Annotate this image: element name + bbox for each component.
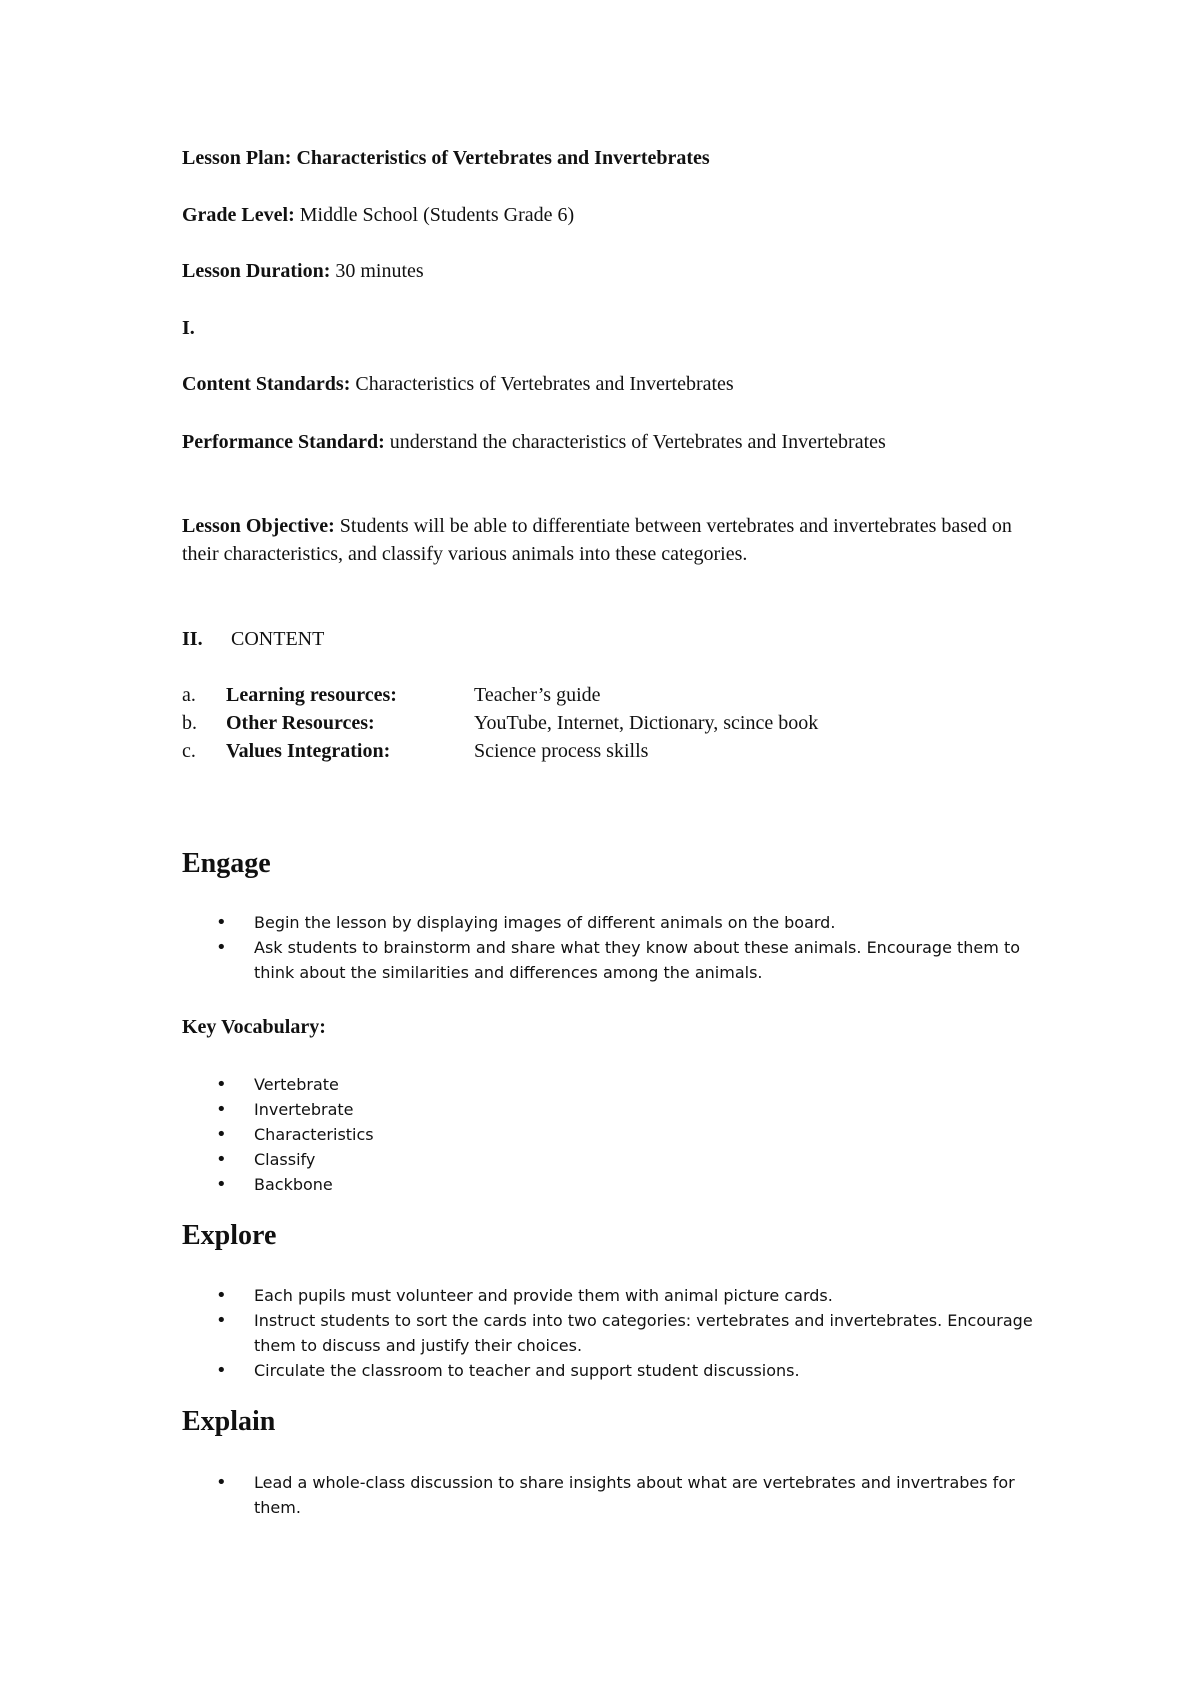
section-two-title: CONTENT	[231, 628, 325, 650]
content-standards-label: Content Standards:	[182, 373, 351, 395]
section-two-heading	[182, 628, 324, 651]
explain-list	[216, 1470, 1036, 1520]
section-two-numeral: II.	[182, 628, 203, 650]
resource-row: a. Learning resources: Teacher’s guide	[182, 684, 601, 706]
performance-standard-value: understand the characteristics of Vertebrates and Invertebrates	[389, 431, 886, 453]
lesson-title	[182, 147, 710, 170]
grade-level	[182, 204, 574, 227]
list-item: • Lead a whole-class discussion to share insights about what are vertebrates and invertrabes for them.	[216, 1470, 1036, 1520]
list-item: • Characteristics	[216, 1122, 1036, 1147]
engage-list	[216, 910, 1036, 985]
list-item: • Invertebrate	[216, 1097, 1036, 1122]
list-item: • Backbone	[216, 1172, 1036, 1197]
lesson-title-text: Characteristics of Vertebrates and Invertebrates	[296, 147, 710, 169]
resource-row: b. Other Resources: YouTube, Internet, Dictionary, scince book	[182, 712, 819, 734]
duration-label: Lesson Duration:	[182, 260, 331, 282]
engage-heading: Engage	[182, 848, 271, 879]
list-item: • Vertebrate	[216, 1072, 1036, 1097]
list-item: • Each pupils must volunteer and provide them with animal picture cards.	[216, 1283, 1036, 1308]
list-item: • Instruct students to sort the cards into two categories: vertebrates and invertebrates. Encourage them to discuss and justify their choices.	[216, 1308, 1036, 1358]
key-vocabulary-heading: Key Vocabulary:	[182, 1016, 326, 1038]
performance-standard	[182, 428, 1042, 456]
list-item: • Circulate the classroom to teacher and support student discussions.	[216, 1358, 1036, 1383]
duration-value: 30 minutes	[335, 260, 424, 282]
performance-standard-label: Performance Standard:	[182, 431, 385, 453]
explain-heading: Explain	[182, 1406, 276, 1437]
lesson-objective-value: Students will be able to differentiate between vertebrates and invertebrates based on their characteristics, and classify various animals into these categories.	[182, 515, 1012, 565]
lesson-duration	[182, 260, 424, 283]
grade-level-value: Middle School (Students Grade 6)	[299, 204, 575, 226]
lesson-title-label: Lesson Plan:	[182, 147, 292, 169]
resource-row: c. Values Integration: Science process skills	[182, 740, 649, 762]
lesson-objective	[182, 512, 1042, 568]
content-standards-value: Characteristics of Vertebrates and Invertebrates	[355, 373, 734, 395]
list-item: • Ask students to brainstorm and share what they know about these animals. Encourage them to think about the similarities and differences among the animals.	[216, 935, 1036, 985]
lesson-objective-label: Lesson Objective:	[182, 515, 335, 537]
content-standards	[182, 373, 734, 396]
section-one-numeral: I.	[182, 317, 195, 339]
list-item: • Begin the lesson by displaying images of different animals on the board.	[216, 910, 1036, 935]
grade-level-label: Grade Level:	[182, 204, 295, 226]
explore-heading: Explore	[182, 1220, 277, 1251]
vocabulary-list	[216, 1072, 1036, 1197]
explore-list	[216, 1283, 1036, 1383]
list-item: • Classify	[216, 1147, 1036, 1172]
